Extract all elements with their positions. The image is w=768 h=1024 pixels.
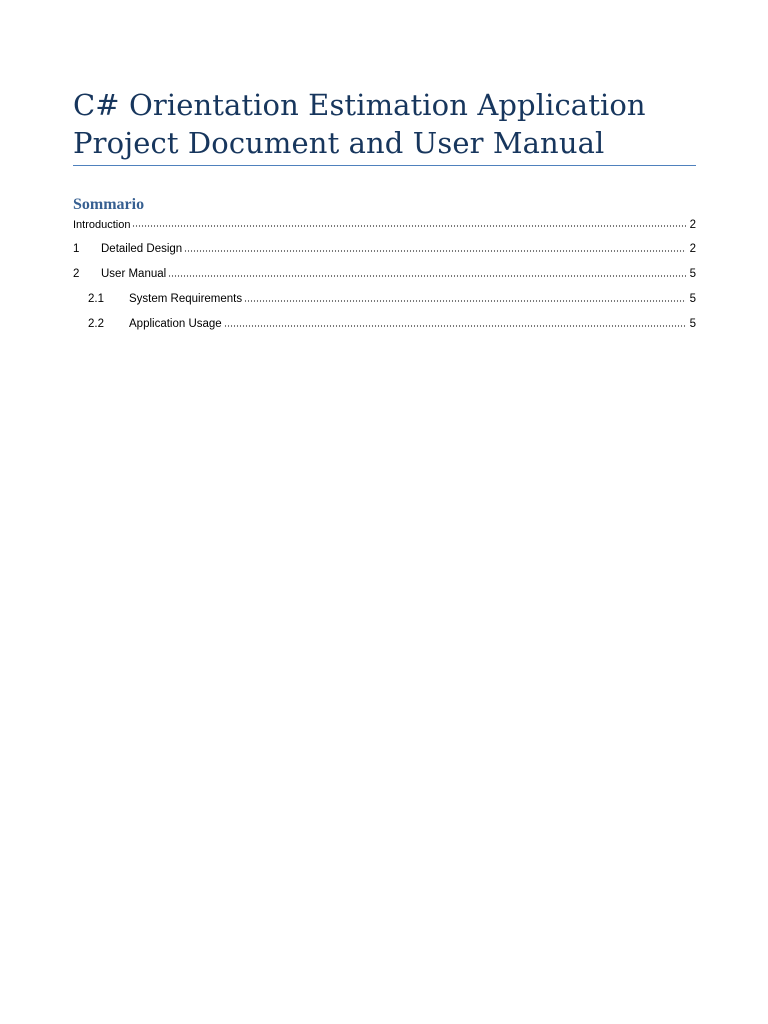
toc-entry-system-requirements[interactable] [73,290,696,309]
toc-entry-page: 5 [689,318,696,330]
toc-dot-leader [132,225,686,227]
toc-entry-label: Application Usage [129,318,222,330]
table-of-contents [73,216,696,340]
title-line-1: C# Orientation Estimation Application [73,88,646,122]
toc-entry-number: 2.2 [88,318,104,330]
toc-entry-label: Detailed Design [101,243,183,255]
toc-heading: Sommario [73,196,145,213]
toc-dot-leader [168,275,686,277]
title-underline-divider [73,165,696,166]
toc-entry-page: 2 [689,219,696,231]
document-title [73,86,696,162]
toc-entry-application-usage[interactable] [73,315,696,334]
toc-entry-label: System Requirements [129,293,243,305]
toc-dot-leader [244,300,686,302]
toc-entry-label: Introduction [73,219,131,231]
toc-entry-page: 5 [689,268,696,280]
toc-entry-label: User Manual [101,268,167,280]
toc-entry-user-manual[interactable] [73,265,696,284]
toc-entry-detailed-design[interactable] [73,240,696,259]
toc-dot-leader [184,250,686,252]
title-line-2: Project Document and User Manual [73,126,605,160]
toc-entry-introduction[interactable] [73,216,696,234]
toc-entry-number: 1 [73,243,80,255]
toc-entry-page: 2 [689,243,696,255]
toc-dot-leader [224,325,686,327]
toc-entry-number: 2 [73,268,80,280]
toc-entry-number: 2.1 [88,293,104,305]
toc-entry-page: 5 [689,293,696,305]
